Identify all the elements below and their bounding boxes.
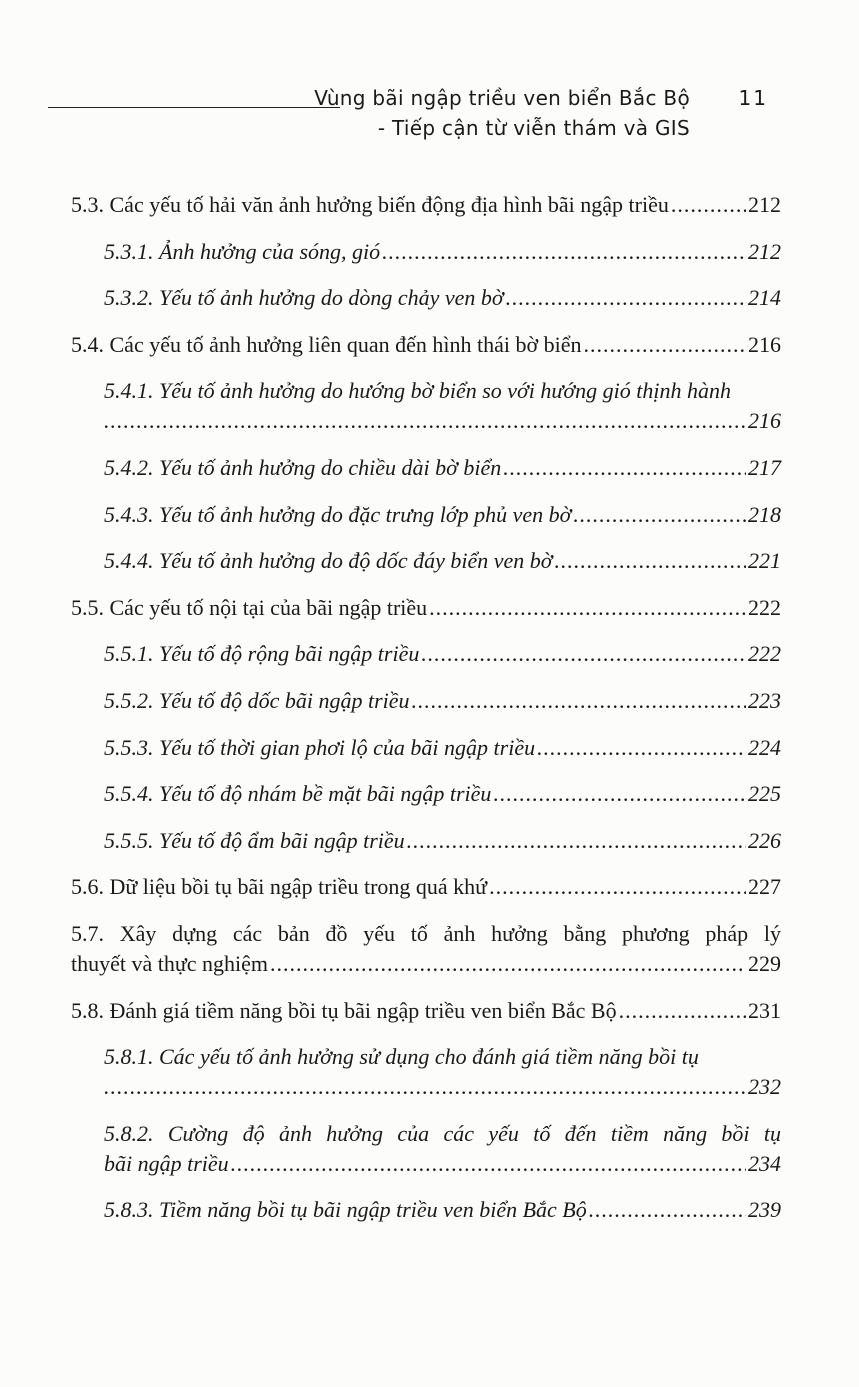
running-header <box>48 86 768 146</box>
toc-leader <box>489 872 746 902</box>
toc-title: 5.3.1. Ảnh hưởng của sóng, gió <box>104 238 381 264</box>
toc-leader <box>537 733 746 763</box>
toc-title: 5.6. Dữ liệu bồi tụ bãi ngập triều trong quá khứ <box>71 874 488 900</box>
toc-page: 234 <box>748 1150 781 1176</box>
toc-entry-5-4-1 <box>104 376 781 436</box>
toc-entry-5-5-4 <box>104 779 781 809</box>
toc-entry-5-6 <box>71 872 781 902</box>
toc-title: 5.4.1. Yếu tố ảnh hưởng do hướng bờ biển so với hướng gió thịnh hành <box>104 378 731 404</box>
toc-title: 5.5.3. Yếu tố thời gian phơi lộ của bãi ngập triều <box>104 734 536 760</box>
toc-entry-5-5-1 <box>104 639 781 669</box>
toc-leader <box>270 949 746 979</box>
toc-entry-5-4-3 <box>104 500 781 530</box>
toc-page: 223 <box>748 687 781 713</box>
toc-leader <box>412 686 746 716</box>
toc-leader <box>589 1195 746 1225</box>
toc-entry-5-5-2 <box>104 686 781 716</box>
toc-leader <box>104 406 746 436</box>
toc-leader <box>584 330 746 360</box>
toc-title-continued: thuyết và thực nghiệm <box>71 950 269 976</box>
toc-entry-5-8-3 <box>104 1195 781 1225</box>
toc-page: 226 <box>748 827 781 853</box>
toc-page: 212 <box>748 238 781 264</box>
toc-leader <box>506 283 746 313</box>
toc-page: 214 <box>748 285 781 311</box>
toc-title: 5.4.2. Yếu tố ảnh hưởng do chiều dài bờ biển <box>104 454 502 480</box>
toc-entry-5-8 <box>71 996 781 1026</box>
toc-leader <box>503 453 746 483</box>
toc-title: 5.7. Xây dựng các bản đồ yếu tố ảnh hưởng bằng phương pháp lý <box>71 920 781 946</box>
toc-title: 5.3.2. Yếu tố ảnh hưởng do dòng chảy ven bờ <box>104 285 504 311</box>
toc-title: 5.4. Các yếu tố ảnh hưởng liên quan đến hình thái bờ biển <box>71 331 582 357</box>
toc-entry-5-4-2 <box>104 453 781 483</box>
toc-title: 5.8. Đánh giá tiềm năng bồi tụ bãi ngập triều ven biển Bắc Bộ <box>71 997 617 1023</box>
toc-page: 217 <box>748 454 781 480</box>
toc-leader <box>104 1072 746 1102</box>
toc-leader <box>407 826 746 856</box>
toc-page: 239 <box>748 1197 781 1223</box>
toc-title: 5.5.2. Yếu tố độ dốc bãi ngập triều <box>104 687 410 713</box>
toc-leader <box>493 779 746 809</box>
toc-page: 222 <box>748 594 781 620</box>
toc-page: 227 <box>748 874 781 900</box>
toc-title: 5.8.3. Tiềm năng bồi tụ bãi ngập triều ven biển Bắc Bộ <box>104 1197 587 1223</box>
toc-page: 222 <box>748 641 781 667</box>
toc-title: 5.3. Các yếu tố hải văn ảnh hưởng biến động địa hình bãi ngập triều <box>71 192 669 217</box>
toc-leader <box>429 593 746 623</box>
toc-page: 229 <box>748 950 781 976</box>
toc-page: 224 <box>748 734 781 760</box>
toc-page: 225 <box>748 781 781 807</box>
toc-entry-5-5-3 <box>104 733 781 763</box>
toc-leader <box>555 546 746 576</box>
toc-leader <box>573 500 746 530</box>
toc-entry-5-8-1 <box>104 1042 781 1102</box>
toc-page: 231 <box>748 997 781 1023</box>
table-of-contents <box>71 190 781 1242</box>
toc-page: 216 <box>748 408 781 434</box>
toc-entry-5-4 <box>71 330 781 360</box>
toc-entry-5-3 <box>71 190 781 220</box>
toc-page: 232 <box>748 1074 781 1100</box>
toc-entry-5-4-4 <box>104 546 781 576</box>
toc-entry-5-3-1 <box>104 237 781 267</box>
header-rule <box>48 107 340 108</box>
toc-page: 212 <box>748 192 781 217</box>
toc-leader <box>671 190 746 220</box>
toc-entry-5-5-5 <box>104 826 781 856</box>
book-subtitle: - Tiếp cận từ viễn thám và GIS <box>377 116 690 140</box>
toc-title: 5.5.4. Yếu tố độ nhám bề mặt bãi ngập triều <box>104 781 492 807</box>
toc-leader <box>421 639 746 669</box>
toc-title: 5.8.2. Cường độ ảnh hưởng của các yếu tố đến tiềm năng bồi tụ <box>104 1120 781 1146</box>
toc-entry-5-7 <box>71 919 781 979</box>
toc-title: 5.4.4. Yếu tố ảnh hưởng do độ dốc đáy biển ven bờ <box>104 548 553 574</box>
toc-leader <box>231 1149 746 1179</box>
toc-entry-5-3-2 <box>104 283 781 313</box>
toc-title: 5.5.5. Yếu tố độ ẩm bãi ngập triều <box>104 827 405 853</box>
toc-page: 216 <box>748 331 781 357</box>
toc-title: 5.5. Các yếu tố nội tại của bãi ngập triều <box>71 594 428 620</box>
toc-title: 5.5.1. Yếu tố độ rộng bãi ngập triều <box>104 641 420 667</box>
book-title: Vùng bãi ngập triều ven biển Bắc Bộ <box>314 86 690 110</box>
toc-page: 218 <box>748 501 781 527</box>
toc-entry-5-8-2 <box>104 1119 781 1179</box>
page-number: 11 <box>738 86 768 110</box>
toc-leader <box>619 996 746 1026</box>
toc-entry-5-5 <box>71 593 781 623</box>
toc-title-continued: bãi ngập triều <box>104 1150 229 1176</box>
toc-title: 5.4.3. Yếu tố ảnh hưởng do đặc trưng lớp phủ ven bờ <box>104 501 572 527</box>
toc-leader <box>382 237 746 267</box>
toc-title: 5.8.1. Các yếu tố ảnh hưởng sử dụng cho đánh giá tiềm năng bồi tụ <box>104 1044 699 1070</box>
toc-page: 221 <box>748 548 781 574</box>
